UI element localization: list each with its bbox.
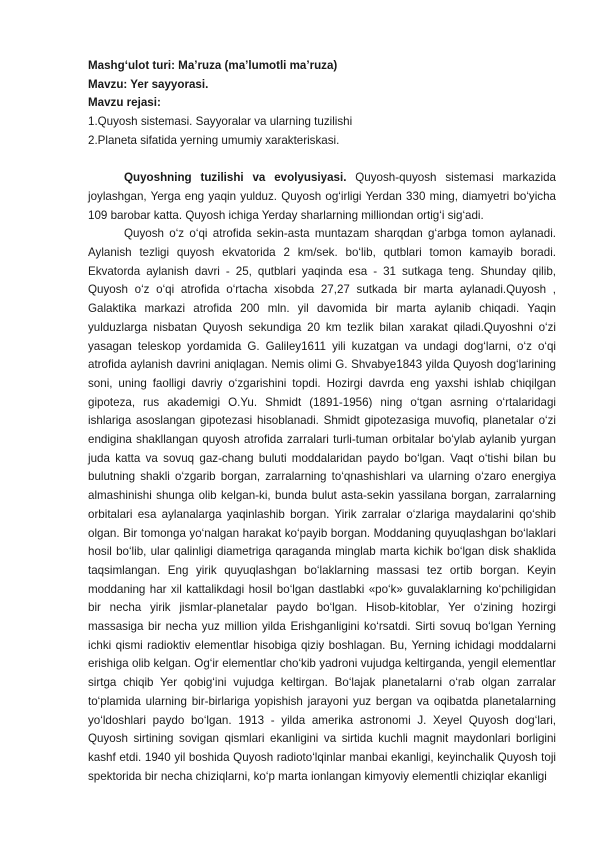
document-page	[88, 57, 556, 786]
lesson-type-line: Mashg‘ulot turi: Ma’ruza (ma’lumotli ma’ruza)	[88, 59, 338, 72]
intro-paragraph	[88, 169, 556, 225]
plan-item-2: 2.Planeta sifatida yerning umumiy xarakteriskasi.	[88, 133, 340, 147]
section-heading: Quyoshning tuzilishi va evolyusiyasi.	[124, 171, 347, 185]
body-paragraph: Quyosh o‘z o‘qi atrofida sekin-asta muntazam sharqdan g‘arbga tomon aylanadi. Aylanish tezligi quyosh ekvatorida 2 km/sek. bo‘lib, qutblari tomon kamayib boradi. Ekvatorda aylanish davri - 25, qutblari yaqinda esa - 31 sutkaga teng. Shunday qilib, Quyosh o‘z o‘qi atrofida o‘rtacha xisobda 27,27 sutkada bir marta aylanadi.Quyosh , Galaktika markazi atrofida 200 mln. yil davomida bir marta aylanib chiqadi. Yaqin yulduzlarga nisbatan Quyosh sekundiga 20 km tezlik bilan xarakat qiladi.Quyoshni o‘zi yasagan teleskop yordamida G. Galiley1611 yili kuzatgan va undagi dog‘larni, o‘z o‘qi atrofida aylanish davrini aniqlagan. Nemis olimi G. Shvabye1843 yilda Quyosh dog‘larining soni, uning faolligi davriy o‘zgarishini topdi. Hozirgi davrda eng yaxshi ishlab chiqilgan gipoteza, rus akademigi O.Yu. Shmidt (1891-1956) ning o‘tgan asrning o‘rtalaridagi ishlariga asoslangan gipotezasi hisoblanadi. Shmidt gipotezasiga muvofiq, planetalar o‘zi endigina shakllangan quyosh atrofida zarralari turli-tuman orbitalar bo‘ylab aylanib yurgan juda katta va sovuq gaz-chang buluti moddalaridan paydo bo‘lgan. Vaqt o‘tishi bilan bu bulutning shakli o‘zgarib borgan, zarralarning to‘qnashishlari va ularning o‘zaro energiya almashinishi shunga olib kelgan-ki, bunda bulut asta-sekin yassilana borgan, zarralarning orbitalari esa aylanalarga yaqinlashib borgan. Yirik zarralar o‘zlariga maydalarini qo‘shib olgan. Bir tomonga yo‘nalgan harakat ko‘payib borgan. Moddaning quyuqlashgan bo‘laklari hosil bo‘lib, ular qalinligi diametriga qaraganda minglab marta kichik bo‘lgan disk shaklida taqsimlangan. Eng yirik quyuqlashgan bo‘laklarning massasi tez ortib borgan. Keyin moddaning har xil kattalikdagi hosil bo‘lgan dastlabki «po‘k» guvalaklarning ko‘pchiligidan bir necha yirik jismlar-planetalar paydo bo‘lgan. Hisob-kitoblar, Yer o‘zining hozirgi massasiga bir necha yuz million yilda Erishganligini ko‘rsatdi. Sirti sovuq bo‘lgan Yerning ichki qismi radioktiv elementlar hisobiga qiziy boshlagan. Bu, Yerning ichidagi moddalarni erishiga olib kelgan. Og‘ir elementlar cho‘kib yadroni vujudga keltirganda, yengil elementlar sirtga chiqib Yer qobig‘ini vujudga keltirgan. Bo‘lajak planetalarni o‘rab olgan zarralar to‘plamida ularning bir-birlariga yopishish jarayoni yuz bergan va oqibatda planetalarning yo‘ldoshlari paydo bo‘lgan. 1913 - yilda amerika astronomi J. Xeyel Quyosh dog‘lari, Quyosh sirtining sovigan qismlari ekanligini va sirtida kuchli magnit maydonlari borligini kashf etdi. 1940 yil boshida Quyosh radioto‘lqinlar manbai ekanligi, keyinchalik Quyosh toji spektorida bir necha chiziqlarni, ko‘p marta ionlangan kimyoviy elementli chiziqlar ekanligi	[88, 227, 556, 783]
blank-line	[88, 151, 556, 170]
topic-line: Mavzu: Yer sayyorasi.	[88, 77, 209, 91]
plan-item-1: 1.Quyosh sistemasi. Sayyoralar va ularning tuzilishi	[88, 115, 353, 129]
intro-paragraph-text: Quyosh-quyosh sistemasi markazida joylashgan, Yerga eng yaqin yulduz. Quyosh og‘irligi Yerdan 330 ming, diamyetri bo‘yicha 109 barobar katta. Quyosh ichiga Yerday sharlarning milliondan ortig‘i sig‘adi.	[88, 171, 556, 222]
plan-title: Mavzu rejasi:	[88, 96, 161, 110]
